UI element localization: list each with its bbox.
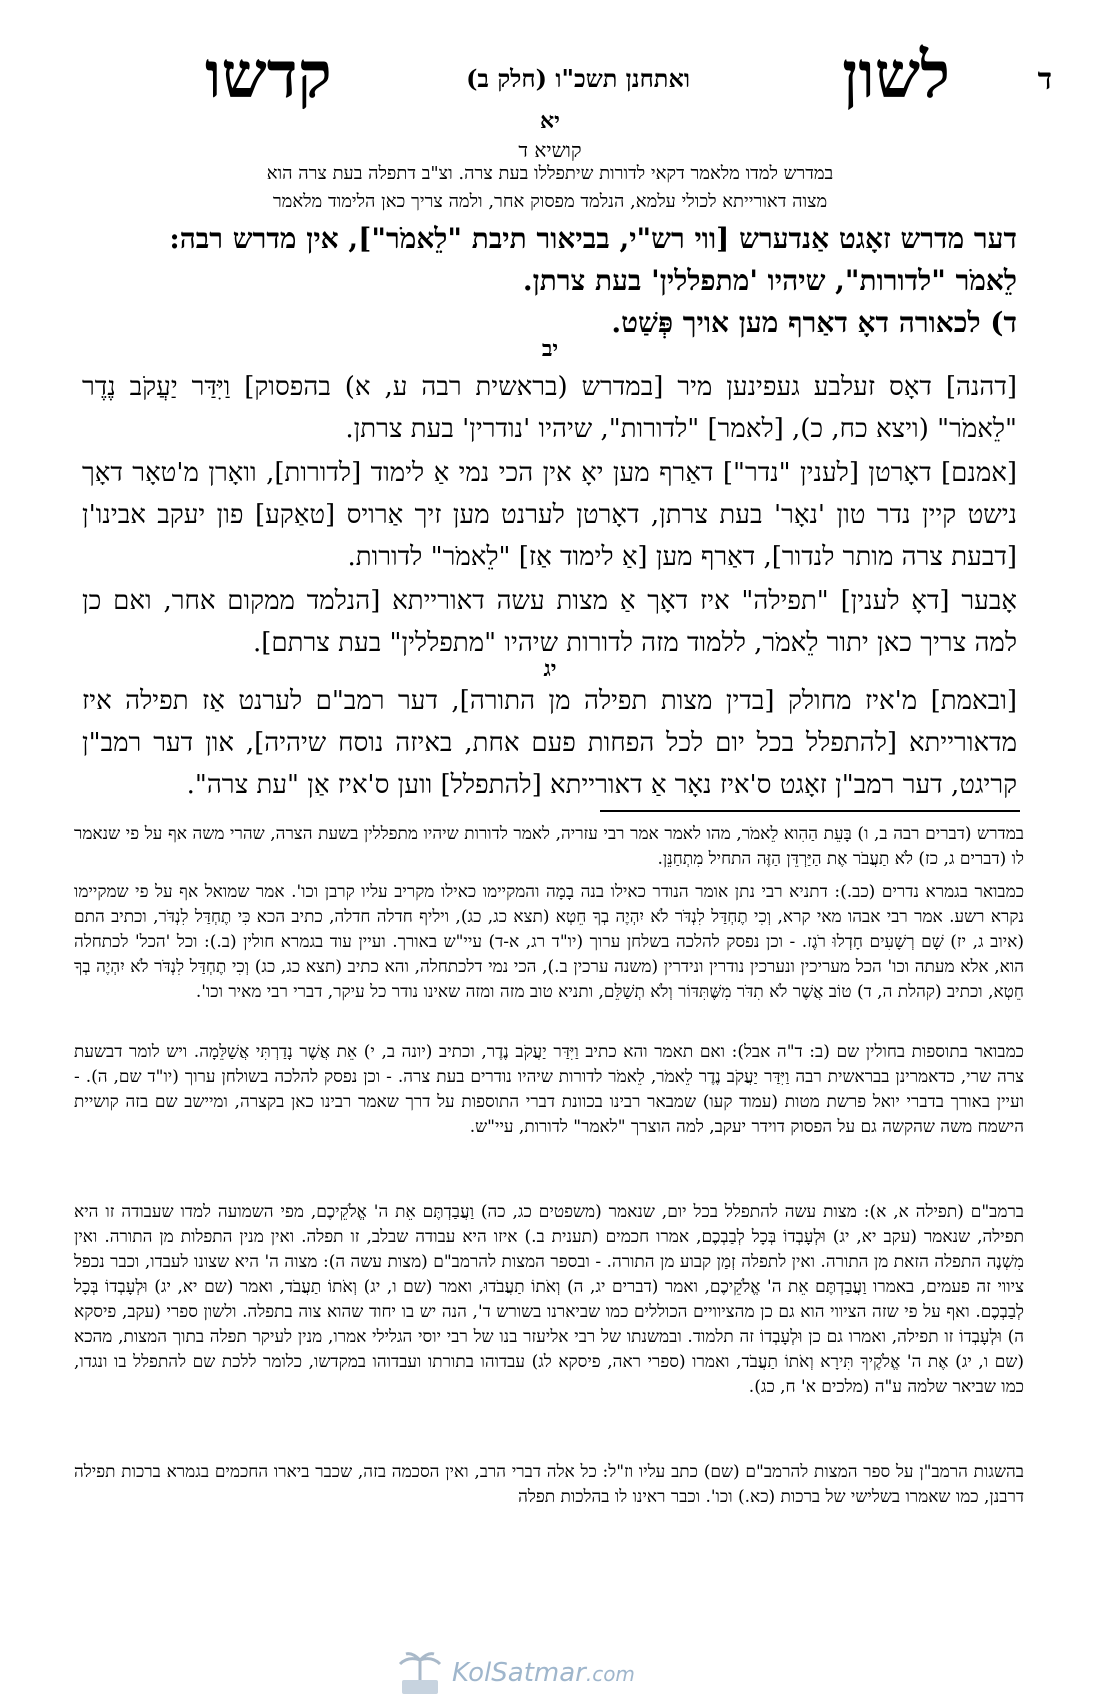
watermark-suffix: .com	[585, 1662, 635, 1686]
s11-line-1: דער מדרש זאָגט אַנדערש [ווי רש"י, בביאור תיבת "לֵאמֹר"], אין מדרש רבה:	[169, 222, 1017, 255]
section-13-p1: [ובאמת] מ'איז מחולק [בדין מצות תפילה מן התורה], דער רמב"ם לערנט אַז תפילה איז מדאורייתא [להתפלל בכל יום לכל הפחות פעם אחת, באיזה נוסח שיהיה], און דער רמב"ן קריגט, דער רמב"ן זאָגט ס'איז נאָר אַ דאורייתא [להתפלל] ווען ס'איז אַן "עת צרה".	[82, 686, 1017, 800]
section-12-p1: [דהנה] דאָס זעלבע געפינען מיר [במדרש (בראשית רבה ע, א) בהפסוק] וַיִּדַּר יַעֲקֹב נֶדֶר "לֵאמֹר" (ויצא כח, כ), [לאמר] "לדורות", שיהיו 'נודרין' בעת צרתן.	[82, 372, 1017, 444]
watermark-main: KolSatmar	[452, 1658, 586, 1688]
s11-line-3: ד) לכאורה דאָ דאַרף מען אויך פְּשַׁט.	[611, 306, 1017, 339]
footnote-4: ברמב"ם (תפילה א, א): מצות עשה להתפלל בכל יום, שנאמר (משפטים כג, כה) וַעֲבַדְתֶּם אֵת ה' אֱלֹקֵיכֶם, מפי השמועה למדו שעבודה זו היא תפילה, שנאמר (עקב יא, יג) וּלְעָבְדוֹ בְּכָל לְבַבְכֶם, אמרו חכמים (תענית ב.) איזו היא עבודה שבלב, זו תפלה. ואין מנין התפלות מן התורה. ואין מִשְׁנֶה התפלה הזאת מן התורה. ואין לתפלה זְמַן קבוע מן התורה. - ובספר המצות להרמב"ם (מצות עשה ה): מצוה ה' היא שצונו לעבדו, וכבר נכפל ציווי זה פעמים, באמרו וַעֲבַדְתֶּם אֵת ה' אֱלֹקֵיכֶם, ואמר (דברים יג, ה) וְאֹתוֹ תַעֲבֹדוּ, ואמר (שם ו, יג) וְאֹתוֹ תַעֲבֹד, ואמר (שם יא, יג) וּלְעָבְדוֹ בְּכָל לְבַבְכֶם. ואף על פי שזה הציווי הוא גם כן מהציוויים הכוללים כמו שביארנו בשורש ד', הנה יש בו יחוד שהוא צוה בתפלה. ולשון ספרי (עקב, פיסקא ה) וּלְעָבְדוֹ זו תפילה, ואמרו גם כן וּלְעָבְדוֹ זה תלמוד. ובמשנתו של רבי אליעזר בנו של רבי יוסי הגלילי אמרו, מנין לעיקר תפלה בתוך המצות, מהכא (שם ו, יג) אֶת ה' אֱלֹקֶיךָ תִּירָא וְאֹתוֹ תַעֲבֹד, ואמרו (ספרי ראה, פיסקא לג) עבדוהו בתורתו ועבדוהו במקדשו, כלומר ללכת שם להתפלל בו ונגדו, כמו שביאר שלמה ע"ה (מלכים א' ח, כג).	[74, 1202, 1024, 1397]
s11-line-2: לֵאמֹר "לדורות", שיהיו 'מתפללין' בעת צרתן.	[522, 264, 1017, 297]
summary-line-2: מצוה דאורייתא לכולי עלמא, הנלמד מפסוק אחר, ולמה צריך כאן הלימוד מלאמר	[272, 191, 828, 212]
footnote-1: במדרש (דברים רבה ב, ו) בָּעֵת הַהִוא לֵאמֹר, מהו לאמר אמר רבי עזריה, לאמר לדורות שיהיו מתפללין בשעת הצרה, שהרי משה אף על פי שנאמר לו (דברים ג, כז) לֹא תַעֲבֹר אֶת הַיַּרְדֵּן הַזֶּה התחיל מִתְחַנֵּן.	[74, 824, 1024, 869]
watermark-text	[452, 1658, 635, 1688]
section-number-11: יא	[540, 108, 560, 134]
page-letter: ד	[1037, 62, 1052, 97]
footnote-divider	[600, 810, 1020, 812]
section-number-12: יב	[541, 336, 559, 362]
footnote-5: בהשגות הרמב"ן על ספר המצות להרמב"ם (שם) כתב עליו וז"ל: כל אלה דברי הרב, ואין הסכמה בזה, שכבר ביארו החכמים בגמרא ברכות תפילה דרבנן, כמו שאמרו בשלישי של ברכות (כא.) וכו'. וכבר ראינו לו בהלכות תפלה	[74, 1462, 1024, 1507]
question-summary	[190, 160, 910, 216]
question-title: קושיא ד	[518, 138, 582, 162]
header-parsha: ואתחנן תשכ"ו (חלק ב)	[466, 64, 690, 93]
kolsatmar-watermark	[390, 1650, 690, 1698]
section-11-text	[82, 218, 1017, 344]
header-title-word-1: לשון	[842, 38, 950, 113]
section-12-p3: אָבער [דאָ לענין] "תפילה" איז דאָך אַ מצות עשה דאורייתא [הנלמד ממקום אחר, ואם כן למה צריך כאן יתור לֵאמֹר, ללמוד מזה לדורות שיהיו "מתפללין" בעת צרתם].	[82, 586, 1017, 658]
header-title-word-2: קדשו	[205, 38, 332, 113]
footnote-3: כמבואר בתוספות בחולין שם (ב: ד"ה אבל): ואם תאמר והא כתיב וַיִּדַּר יַעֲקֹב נֶדֶר, וכתיב (יונה ב, י) אֵת אֲשֶׁר נָדַרְתִּי אֲשַׁלֵּמָה. ויש לומר דבשעת צרה שרי, כדאמרינן בבראשית רבה וַיִּדַּר יַעֲקֹב נֶדֶר לֵאמֹר, לֵאמֹר לדורות שיהיו נודרים בעת צרה. - וכן נפסק להלכה בשולחן ערוך (יו"ד שם, ה). - ועיין באורך בדברי יואל פרשת מטות (עמוד קעו) שמבאר רבינו בכוונת דברי התוספות על דרך שאמר רבינו כאן בקצרה, ומיישב שם בזה קושיית הישמח משה שהקשה גם על הפסוק דוידר יעקב, למה הוצרך "לאמר" לדורות, עיי"ש.	[74, 1042, 1024, 1137]
section-number-13: יג	[543, 656, 557, 682]
page-header	[0, 38, 1100, 113]
palm-logo-icon	[390, 1650, 450, 1698]
summary-line-1: במדרש למדו מלאמר דקאי לדורות שיתפללו בעת צרה. וצ"ב דתפלה בעת צרה הוא	[266, 163, 834, 184]
section-12-p2: [אמנם] דאָרטן [לענין "נדר"] דאַרף מען יאָ אין הכי נמי אַ לימוד [לדורות], וואָרן מ'טאָר דאָך נישט קיין נדר טון 'נאָר' בעת צרתן, דאָרטן לערנט מען זיך אַרויס [טאַקע] פון יעקב אבינו'ן [דבעת צרה מותר לנדור], דאַרף מען [אַ לימוד אַז] "לֵאמֹר" לדורות.	[82, 458, 1017, 572]
footnote-2: כמבואר בגמרא נדרים (כב.): דתניא רבי נתן אומר הנודר כאילו בנה בָמָה והמקיימו כאילו מקריב עליו קרבן וכו'. אמר שמואל אף על פי שמקיימו נקרא רשע. אמר רבי אבהו מאי קרא, וְכִי תֶחְדַּל לִנְדֹּר לֹא יִהְיֶה בְךָ חֵטְא (תצא כג, כג), ויליף חדלה חדלה, כתיב הכא כִּי תֶחְדַּל לִנְדֹּר, וכתיב התם (איוב ג, יז) שָׁם רְשָׁעִים חָדְלוּ רֹגֶז. - וכן נפסק להלכה בשלחן ערוך (יו"ד רג, א-ד) עיי"ש באורך. ועיין עוד בגמרא חולין (ב.): וכל 'הכל' לכתחלה הוא, אלא מעתה וכו' הכל מעריכין ונערכין נודרין ונידרין (משנה ערכין ב.), הכי נמי דלכתחלה, והא כתיב (תצא כג, כג) וְכִי תֶחְדַּל לִנְדֹּר לֹא יִהְיֶה בְךָ חֵטְא, וכתיב (קהלת ה, ד) טוֹב אֲשֶׁר לֹא תִדֹּר מִשֶּׁתִּדּוֹר וְלֹא תְשַׁלֵּם, ותניא טוב מזה ומזה שאינו נודר כל עיקר, דברי רבי מאיר וכו'.	[74, 882, 1024, 1002]
